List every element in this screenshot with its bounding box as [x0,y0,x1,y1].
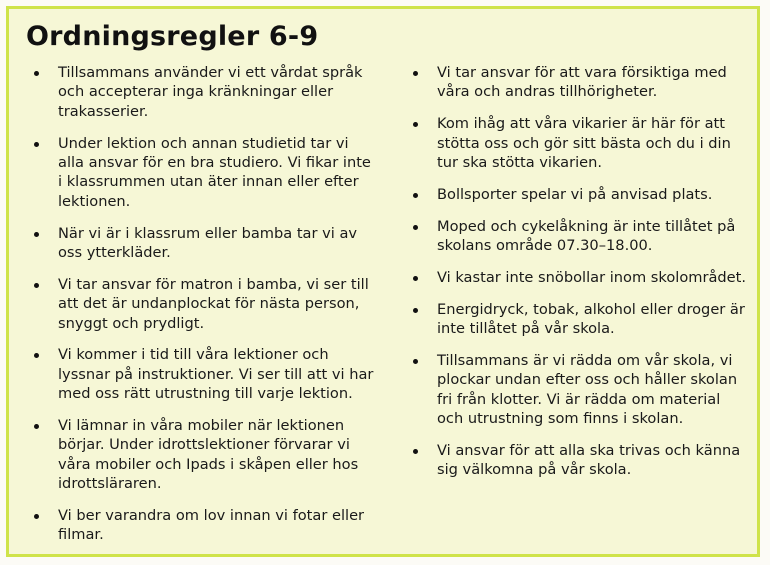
bullet-icon [413,122,418,127]
rule-text: Under lektion och annan studietid tar vi alla ansvar för en bra studiero. Vi fikar inte i klassrummen utan äter innan eller efter lektionen. [58,134,371,210]
bullet-icon [413,225,418,230]
rule-text: Tillsammans är vi rädda om vår skola, vi plockar undan efter oss och håller skolan fri från klotter. Vi är rädda om material och utrustning som finns i skolan. [437,351,738,428]
rule-text: Tillsammans använder vi ett vårdat språk och accepterar inga kränkningar eller trakasserier. [58,64,363,120]
rule-text: Energidryck, tobak, alkohol eller droger är inte tillåtet på vår skola. [437,300,745,338]
bullet-icon [34,142,39,147]
list-item [411,441,751,480]
rules-list-left [32,63,377,557]
list-item [411,217,751,256]
rule-text: Vi ansvar för att alla ska trivas och känna sig välkomna på vår skola. [437,441,741,479]
bullet-icon [413,308,418,313]
bullet-icon [413,449,418,454]
rule-text: Vi lämnar in våra mobiler när lektionen börjar. Under idrottslektioner förvarar vi våra mobiler och Ipads i skåpen eller hos idrottsläraren. [58,417,359,493]
bullet-icon [34,283,39,288]
rule-text: När vi är i klassrum eller bamba tar vi av oss ytterkläder. [58,224,358,262]
list-item [411,114,751,172]
bullet-icon [34,71,39,76]
rule-text: Vi tar ansvar för matron i bamba, vi ser till att det är undanplockat för nästa person, snyggt och prydligt. [58,275,369,332]
page-title: Ordningsregler 6-9 [26,21,319,52]
rules-list-right [411,63,751,492]
list-item [32,275,377,333]
rule-text: Vi tar ansvar för att vara försiktiga med våra och andras tillhörigheter. [437,64,727,101]
list-item [32,416,377,494]
bullet-icon [34,353,39,358]
rule-text: Bollsporter spelar vi på anvisad plats. [437,185,713,203]
list-item [32,345,377,403]
list-item [411,63,751,102]
list-item [411,351,751,429]
list-item [32,506,377,545]
bullet-icon [34,232,39,237]
bullet-icon [413,193,418,198]
bullet-icon [413,359,418,364]
bullet-icon [34,424,39,429]
rule-text: Moped och cykelåkning är inte tillåtet på skolans område 07.30–18.00. [437,217,736,255]
list-item [411,185,751,204]
list-item [32,224,377,263]
list-item [411,300,751,339]
rule-text: Vi kommer i tid till våra lektioner och lyssnar på instruktioner. Vi ser till att vi har med oss rätt utrustning till varje lektion. [58,346,374,403]
rules-card [6,6,760,557]
bullet-icon [34,514,39,519]
bullet-icon [413,71,418,76]
list-item [411,268,751,287]
bullet-icon [413,276,418,281]
rule-text: Vi ber varandra om lov innan vi fotar eller filmar. [58,507,365,544]
list-item [32,63,377,121]
rule-text: Vi kastar inte snöbollar inom skolområdet. [437,268,747,286]
list-item [32,134,377,212]
rule-text: Kom ihåg att våra vikarier är här för att stötta oss och gör sitt bästa och du i din tur ska stötta vikarien. [437,115,731,172]
